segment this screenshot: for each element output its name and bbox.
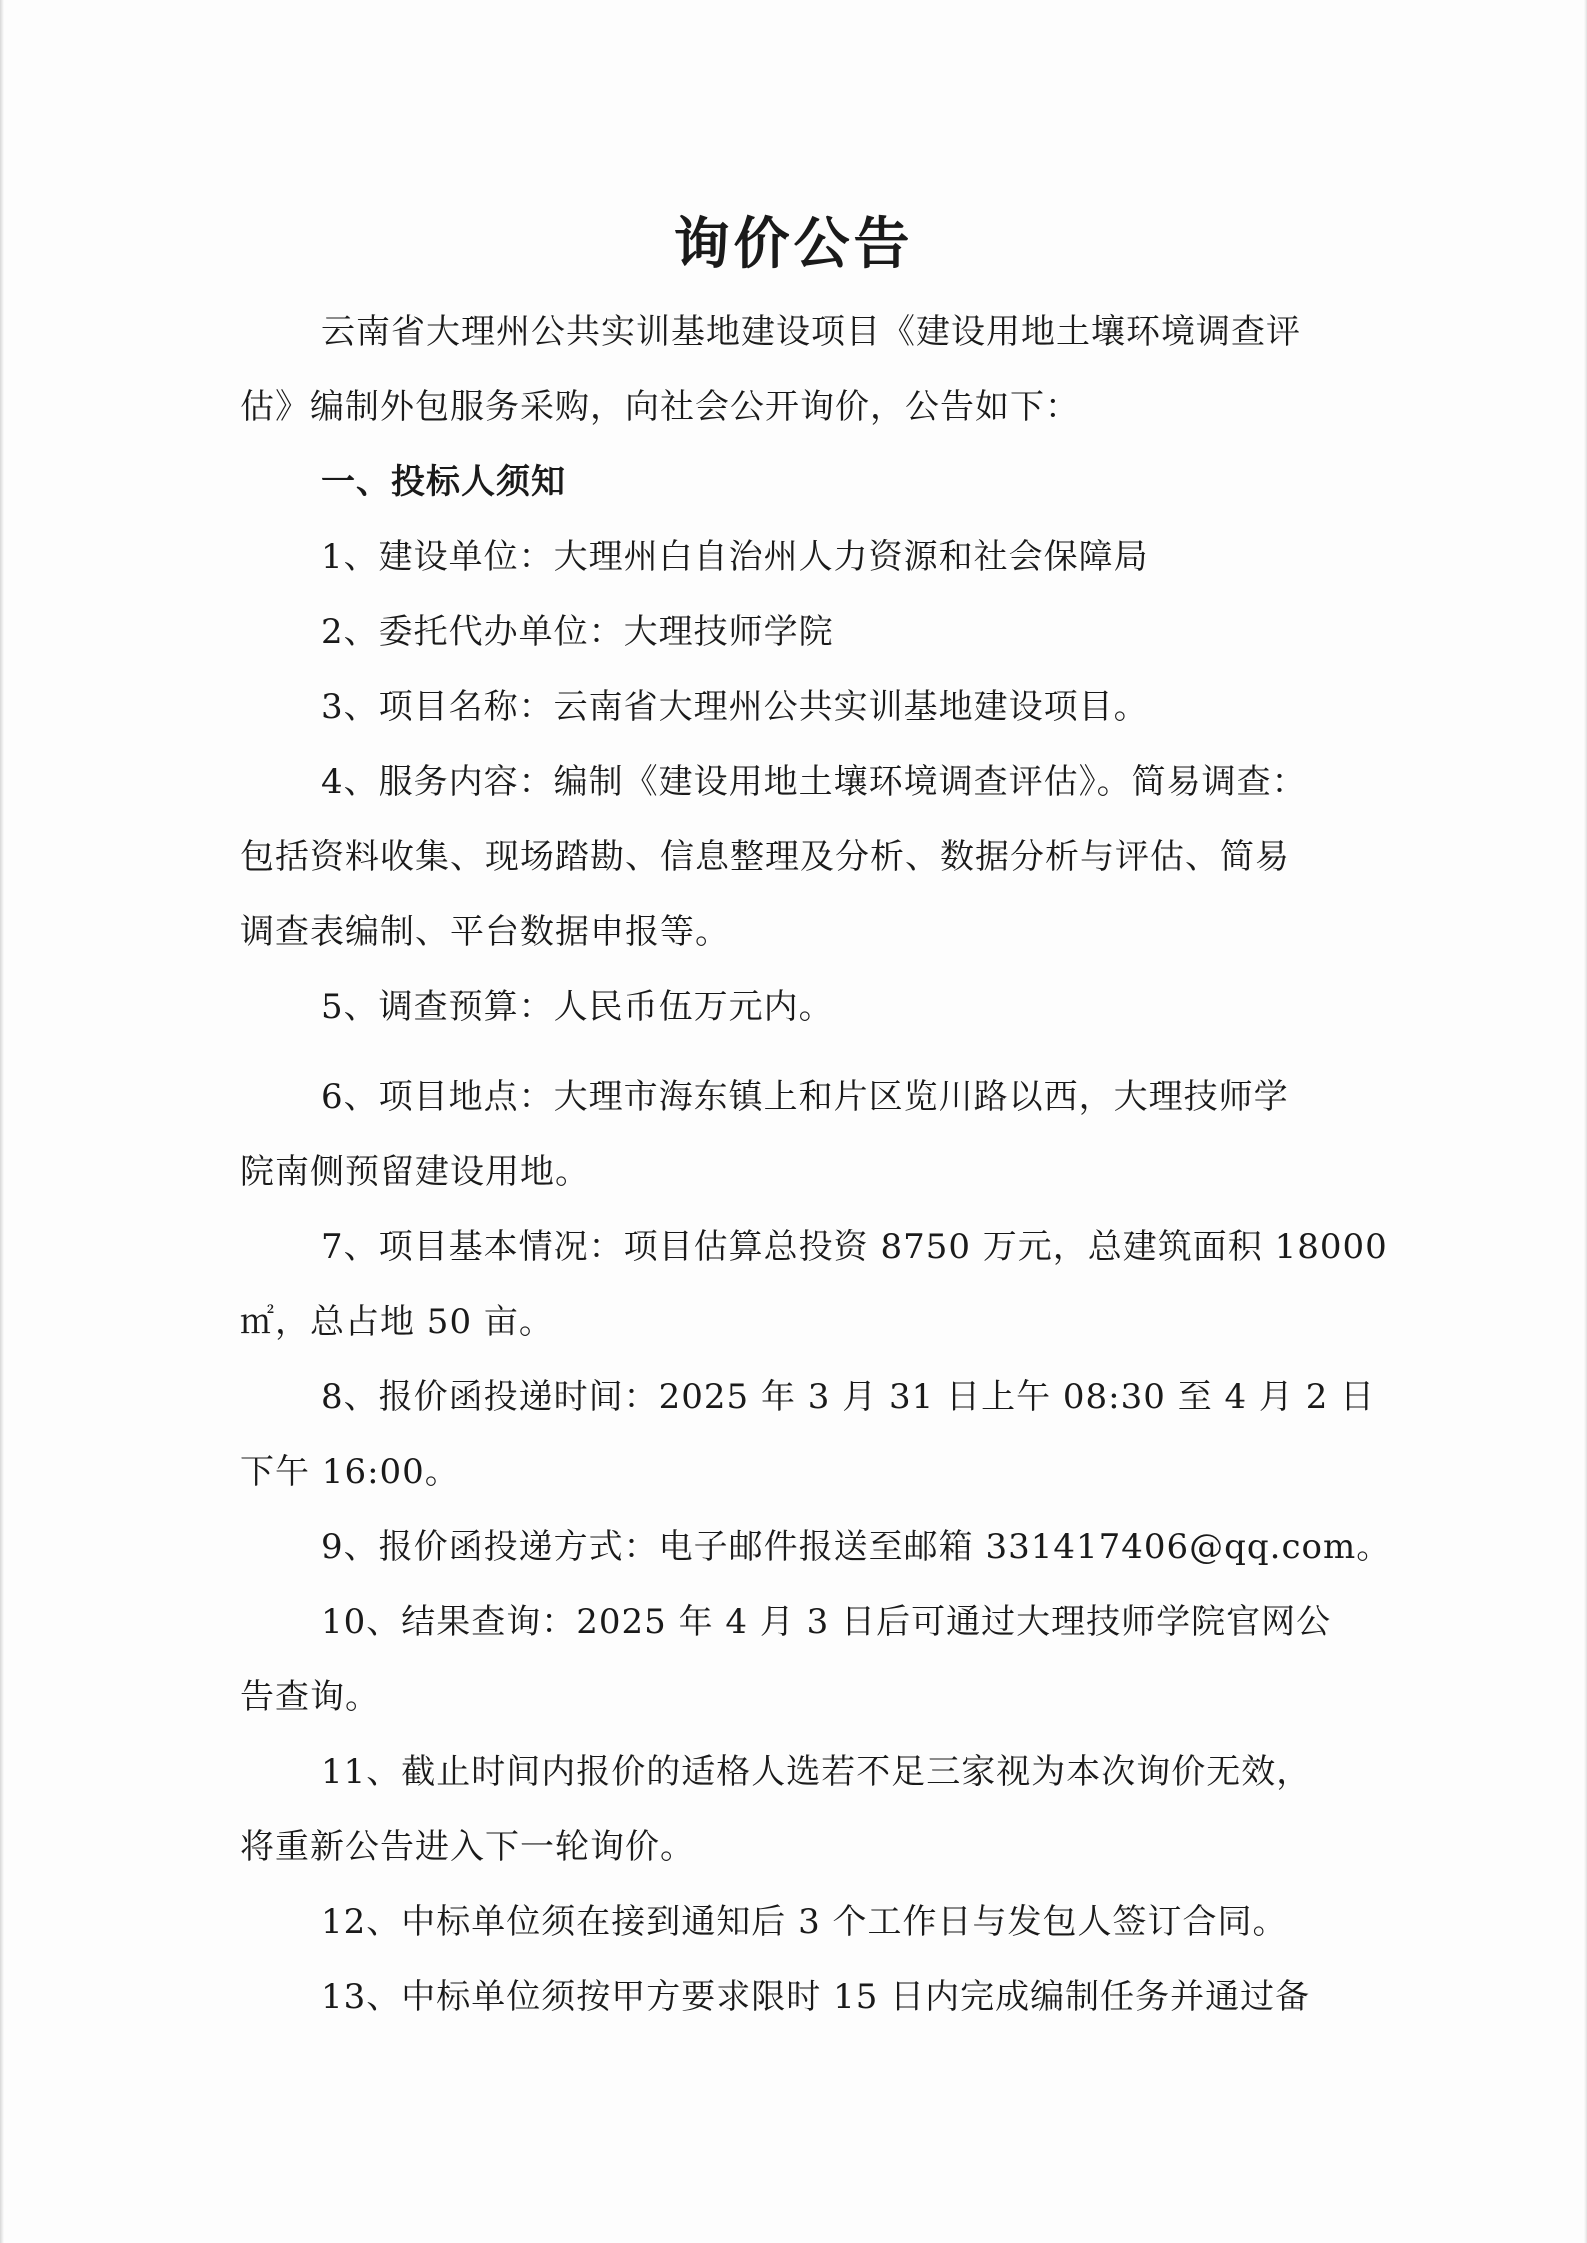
page-title: 询价公告 bbox=[673, 212, 914, 277]
item-2: 2、委托代办单位：大理技师学院 bbox=[321, 612, 834, 652]
scan-edge-left bbox=[0, 0, 4, 2243]
section-heading: 一、投标人须知 bbox=[321, 462, 566, 502]
item-4-line-3: 调查表编制、平台数据申报等。 bbox=[240, 912, 730, 952]
item-8-line-2: 下午 16:00。 bbox=[240, 1452, 460, 1492]
item-12: 12、中标单位须在接到通知后 3 个工作日与发包人签订合同。 bbox=[321, 1902, 1288, 1942]
item-7-line-1: 7、项目基本情况：项目估算总投资 8750 万元，总建筑面积 18000 bbox=[321, 1227, 1388, 1267]
item-10-line-1: 10、结果查询：2025 年 4 月 3 日后可通过大理技师学院官网公 bbox=[321, 1602, 1332, 1642]
item-7-line-2: ㎡，总占地 50 亩。 bbox=[240, 1302, 554, 1342]
item-11-line-1: 11、截止时间内报价的适格人选若不足三家视为本次询价无效， bbox=[321, 1752, 1312, 1792]
item-4-line-2: 包括资料收集、现场踏勘、信息整理及分析、数据分析与评估、简易 bbox=[240, 837, 1290, 877]
item-11-line-2: 将重新公告进入下一轮询价。 bbox=[240, 1827, 695, 1867]
item-6-line-1: 6、项目地点：大理市海东镇上和片区览川路以西，大理技师学 bbox=[321, 1077, 1289, 1117]
item-13: 13、中标单位须按甲方要求限时 15 日内完成编制任务并通过备 bbox=[321, 1977, 1311, 2017]
item-9: 9、报价函投递方式：电子邮件报送至邮箱 331417406@qq.com。 bbox=[321, 1527, 1392, 1567]
intro-line-2: 估》编制外包服务采购，向社会公开询价，公告如下： bbox=[240, 387, 1080, 427]
item-1: 1、建设单位：大理州白自治州人力资源和社会保障局 bbox=[321, 537, 1149, 577]
item-8-line-1: 8、报价函投递时间：2025 年 3 月 31 日上午 08:30 至 4 月 2 日 bbox=[321, 1377, 1376, 1417]
item-6-line-2: 院南侧预留建设用地。 bbox=[240, 1152, 590, 1192]
item-3: 3、项目名称：云南省大理州公共实训基地建设项目。 bbox=[321, 687, 1149, 727]
item-5: 5、调查预算：人民币伍万元内。 bbox=[321, 987, 834, 1027]
intro-line-1: 云南省大理州公共实训基地建设项目《建设用地土壤环境调查评 bbox=[321, 312, 1301, 352]
item-10-line-2: 告查询。 bbox=[240, 1677, 380, 1717]
item-4-line-1: 4、服务内容：编制《建设用地土壤环境调查评估》。简易调查： bbox=[321, 762, 1307, 802]
